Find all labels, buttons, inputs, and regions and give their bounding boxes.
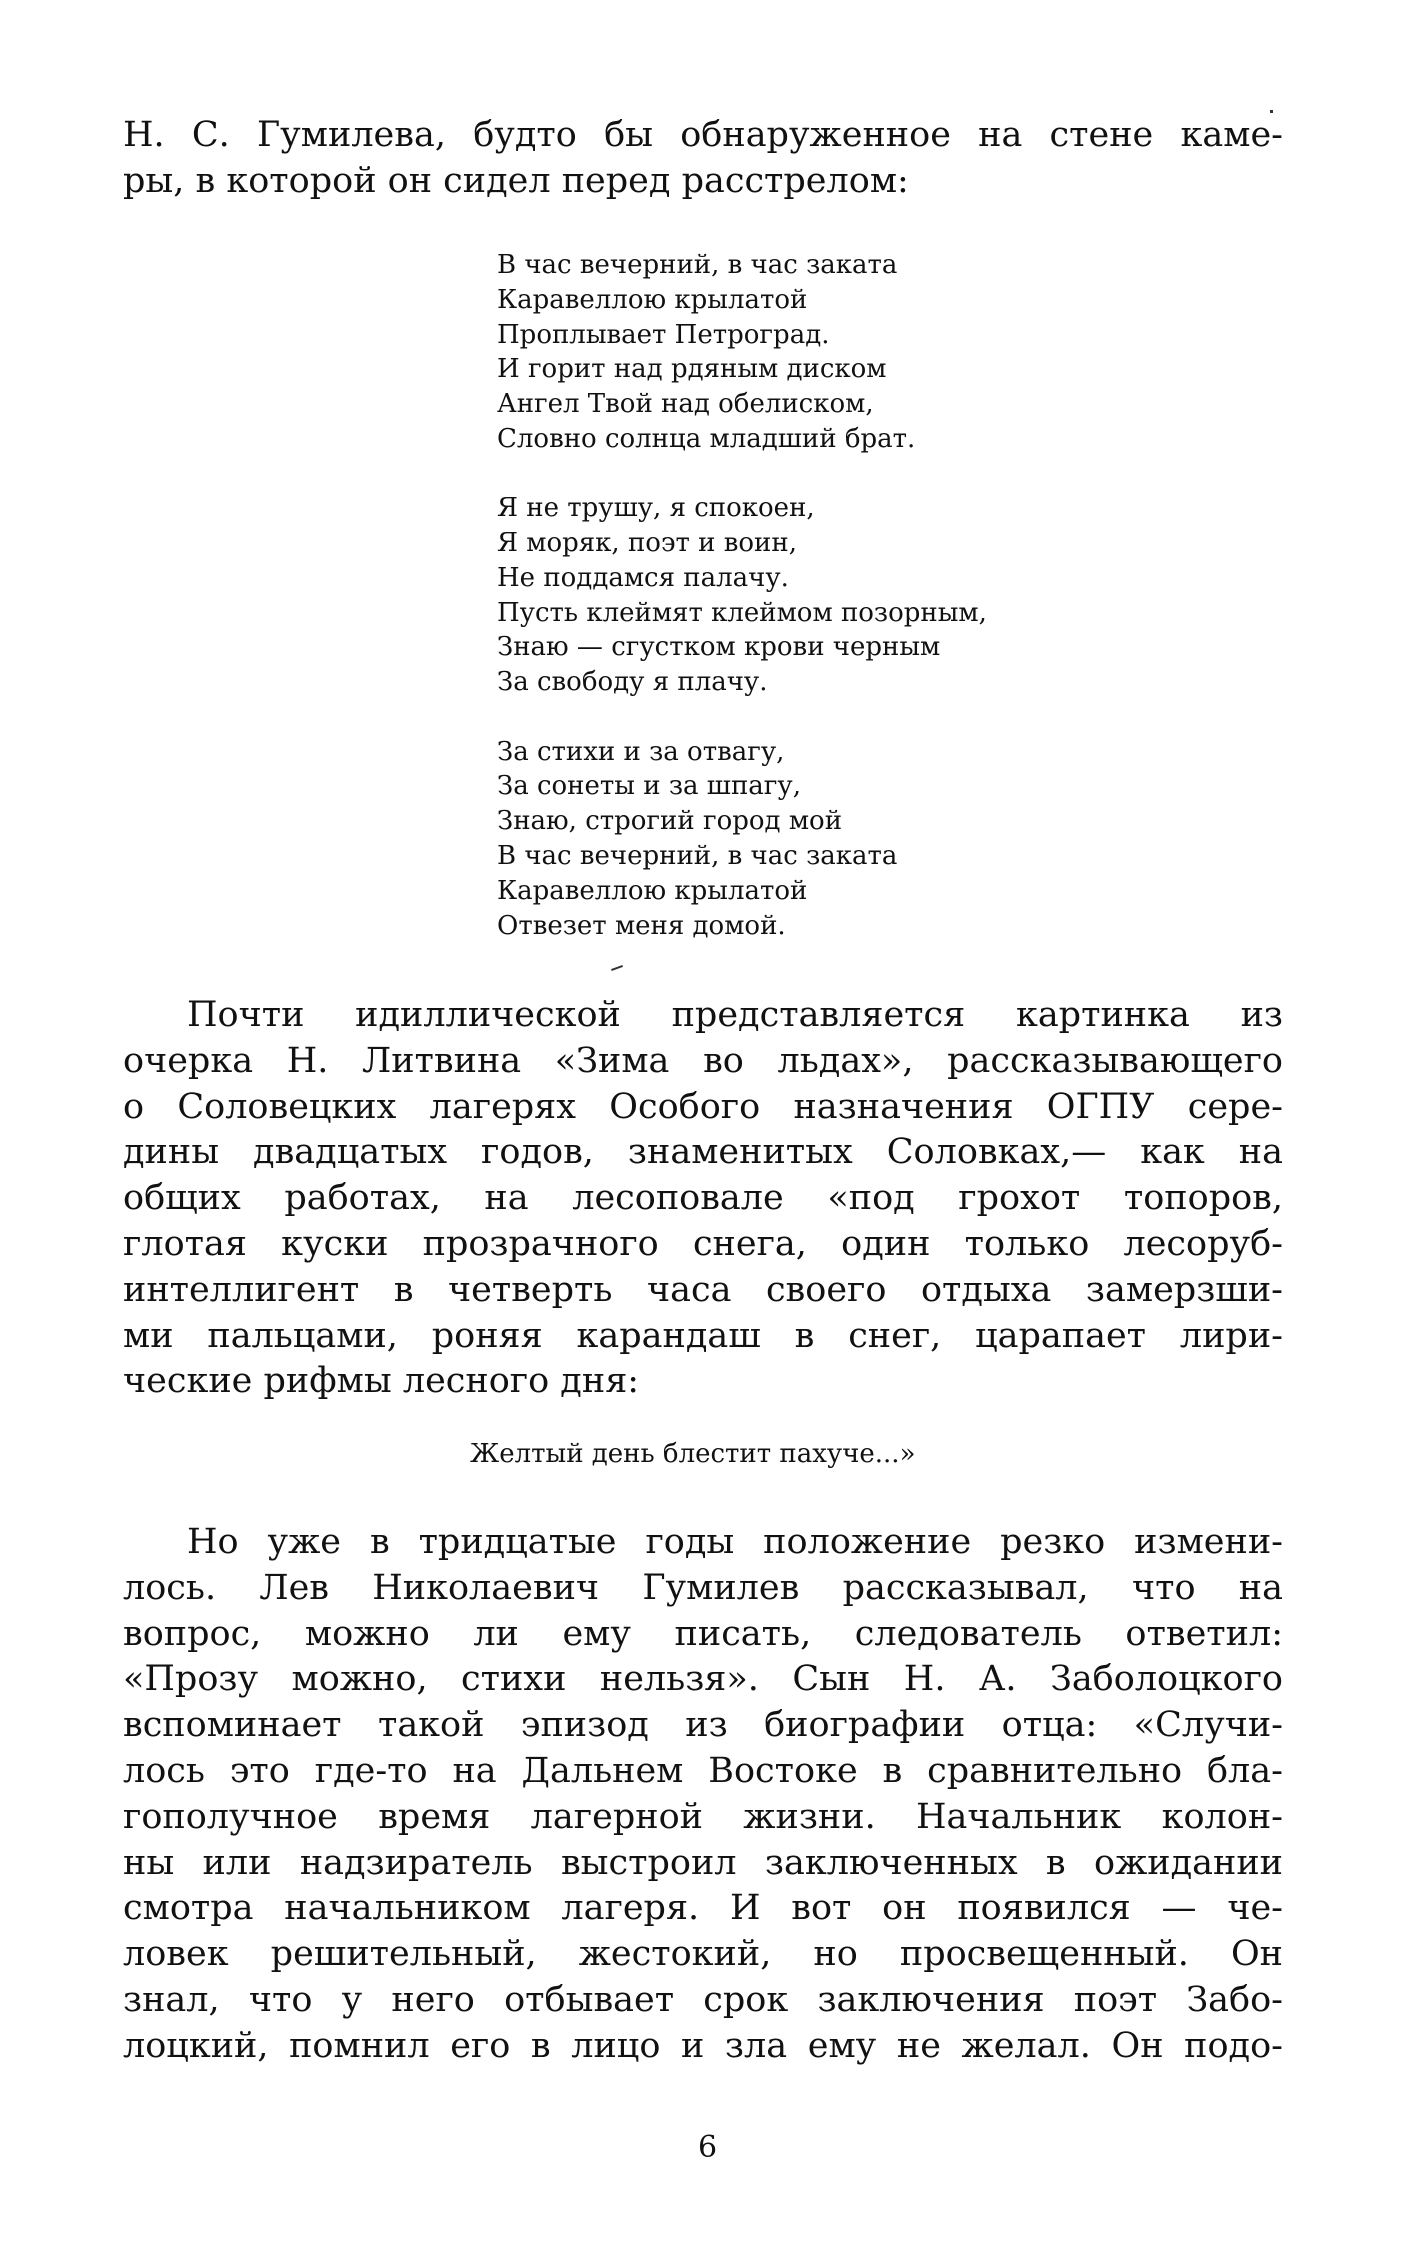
poem-line: Я моряк, поэт и воин, — [497, 528, 797, 559]
poem-line: За сонеты и за шпагу, — [497, 771, 801, 802]
paragraph-thirties — [123, 1520, 1283, 2070]
text-line: дины двадцатых годов, знаменитых Соловках,— как на — [123, 1132, 1283, 1173]
text-line: лоцкий, помнил его в лицо и зла ему не желал. Он подо- — [123, 2025, 1283, 2066]
text-line: ловек решительный, жестокий, но просвещенный. Он — [123, 1934, 1283, 1975]
text-line: глотая куски прозрачного снега, один только лесоруб- — [123, 1223, 1283, 1264]
page-number: 6 — [697, 2130, 718, 2165]
text-line: Н. С. Гумилева, будто бы обнаруженное на стене каме- — [123, 115, 1283, 155]
text-line: очерка Н. Литвина «Зима во льдах», рассказывающего — [123, 1040, 1283, 1081]
poem-stanza — [497, 491, 987, 700]
text-line: лось. Лев Николаевич Гумилев рассказывал, что на — [123, 1567, 1283, 1608]
text-line: ческие рифмы лесного дня: — [123, 1361, 640, 1402]
text-line: общих работах, на лесоповале «под грохот топоров, — [123, 1178, 1283, 1219]
text-line: Почти идиллической представляется картинка из — [187, 995, 1283, 1035]
poem-line: Знаю, строгий город мой — [497, 806, 843, 837]
quoted-verse: Желтый день блестит пахуче...» — [470, 1439, 916, 1469]
poem-line: Не поддамся палачу. — [497, 562, 789, 593]
poem-line: Ангел Твой над обелиском, — [497, 389, 874, 420]
poem-line: Словно солнца младший брат. — [497, 423, 916, 454]
scan-speck — [611, 965, 623, 971]
paragraph-litvin — [123, 993, 1283, 1405]
text-line: вопрос, можно ли ему писать, следователь ответил: — [123, 1613, 1283, 1654]
poem-line: И горит над рдяным диском — [497, 354, 887, 385]
text-line: ны или надзиратель выстроил заключенных в ожидании — [123, 1842, 1283, 1883]
text-line: лось это где-то на Дальнем Востоке в сравнительно бла- — [123, 1750, 1283, 1791]
text-line: знал, что у него отбывает срок заключения поэт Забо- — [123, 1979, 1283, 2020]
paragraph-intro — [123, 113, 1283, 205]
poem-line: За свободу я плачу. — [497, 667, 768, 698]
scan-speck — [1270, 110, 1273, 113]
text-line: «Прозу можно, стихи нельзя». Сын Н. А. Заболоцкого — [123, 1659, 1283, 1700]
poem-line: В час вечерний, в час заката — [497, 250, 898, 280]
text-line: интеллигент в четверть часа своего отдыха замерзши- — [123, 1269, 1283, 1310]
text-line: ры, в которой он сидел перед расстрелом: — [123, 160, 909, 201]
poem-line: Каравеллою крылатой — [497, 875, 808, 906]
poem-line: Проплывает Петроград. — [497, 319, 830, 350]
poem-stanza — [497, 248, 987, 457]
poem-line: Каравеллою крылатой — [497, 284, 808, 315]
text-line: Но уже в тридцатые годы положение резко измени- — [187, 1522, 1283, 1562]
text-line: смотра начальником лагеря. И вот он появился — че- — [123, 1888, 1283, 1929]
poem-line: Знаю — сгустком крови черным — [497, 632, 941, 663]
poem-line: Пусть клеймят клеймом позорным, — [497, 597, 987, 628]
poem-line: В час вечерний, в час заката — [497, 840, 898, 871]
text-line: гополучное время лагерной жизни. Начальник колон- — [123, 1796, 1283, 1837]
text-line: вспоминает такой эпизод из биографии отца: «Случи- — [123, 1705, 1283, 1746]
text-line: о Соловецких лагерях Особого назначения ОГПУ сере- — [123, 1086, 1283, 1127]
poem-line: Я не трушу, я спокоен, — [497, 493, 815, 524]
poem-line: За стихи и за отвагу, — [497, 736, 785, 767]
text-line: ми пальцами, роняя карандаш в снег, царапает лири- — [123, 1315, 1283, 1356]
poem-stanza — [497, 735, 987, 944]
poem — [497, 248, 987, 943]
poem-line: Отвезет меня домой. — [497, 910, 786, 941]
